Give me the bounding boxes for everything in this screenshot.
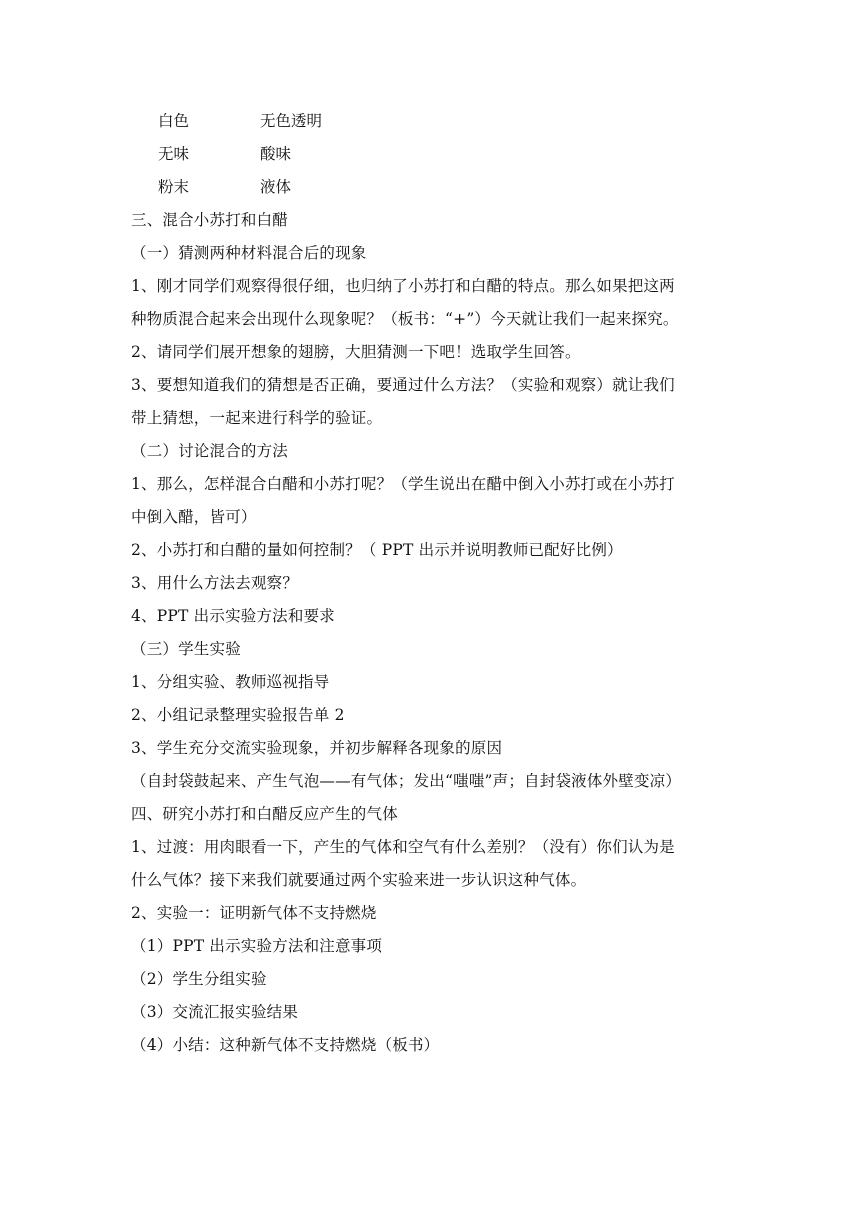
paragraph-line: 1、过渡：用肉眼看一下，产生的气体和空气有什么差别？（没有）你们认为是: [131, 838, 675, 856]
section-heading: 四、研究小苏打和白醋反应产生的气体: [131, 805, 398, 823]
section-heading: 三、混合小苏打和白醋: [131, 211, 289, 229]
paragraph-line: 4、PPT 出示实验方法和要求: [131, 607, 335, 625]
paragraph-line: 种物质混合起来会出现什么现象呢？（板书：“+”）今天就让我们一起来探究。: [131, 310, 679, 328]
paragraph-line: 2、小苏打和白醋的量如何控制？（ PPT 出示并说明教师已配好比例）: [131, 541, 623, 559]
vinegar-property: 液体: [260, 178, 292, 196]
paragraph-line: 1、分组实验、教师巡视指导: [131, 673, 330, 691]
baking-soda-property: 无味: [158, 145, 190, 163]
subsection-heading: （一）猜测两种材料混合后的现象: [131, 244, 367, 262]
paragraph-line: 中倒入醋，皆可）: [131, 508, 257, 526]
paragraph-line: 1、那么，怎样混合白醋和小苏打呢？（学生说出在醋中倒入小苏打或在小苏打: [131, 475, 675, 493]
paragraph-line: 2、请同学们展开想象的翅膀，大胆猜测一下吧！选取学生回答。: [131, 343, 581, 361]
subsection-heading: （三）学生实验: [131, 640, 241, 658]
paragraph-line: （自封袋鼓起来、产生气泡——有气体；发出“嗤嗤”声；自封袋液体外壁变凉）: [131, 772, 682, 790]
property-row: [158, 176, 291, 198]
baking-soda-property: 白色: [158, 112, 190, 130]
subsection-heading: （二）讨论混合的方法: [131, 442, 289, 460]
property-row: [158, 143, 291, 165]
baking-soda-property: 粉末: [158, 178, 190, 196]
paragraph-line: （3）交流汇报实验结果: [131, 1003, 299, 1021]
vinegar-property: 无色透明: [260, 112, 323, 130]
paragraph-line: 1、刚才同学们观察得很仔细，也归纳了小苏打和白醋的特点。那么如果把这两: [131, 277, 675, 295]
paragraph-line: （4）小结：这种新气体不支持燃烧（板书）: [131, 1036, 440, 1054]
paragraph-line: 什么气体？接下来我们就要通过两个实验来进一步认识这种气体。: [131, 871, 587, 889]
paragraph-line: 3、要想知道我们的猜想是否正确，要通过什么方法？（实验和观察）就让我们: [131, 376, 675, 394]
property-row: [158, 110, 322, 132]
paragraph-line: 2、小组记录整理实验报告单 2: [131, 706, 345, 724]
paragraph-line: （2）学生分组实验: [131, 970, 267, 988]
paragraph-line: （1）PPT 出示实验方法和注意事项: [131, 937, 383, 955]
paragraph-line: 带上猜想，一起来进行科学的验证。: [131, 409, 383, 427]
vinegar-property: 酸味: [260, 145, 292, 163]
paragraph-line: 2、实验一：证明新气体不支持燃烧: [131, 904, 377, 922]
paragraph-line: 3、用什么方法去观察？: [131, 574, 299, 592]
paragraph-line: 3、学生充分交流实验现象，并初步解释各现象的原因: [131, 739, 503, 757]
